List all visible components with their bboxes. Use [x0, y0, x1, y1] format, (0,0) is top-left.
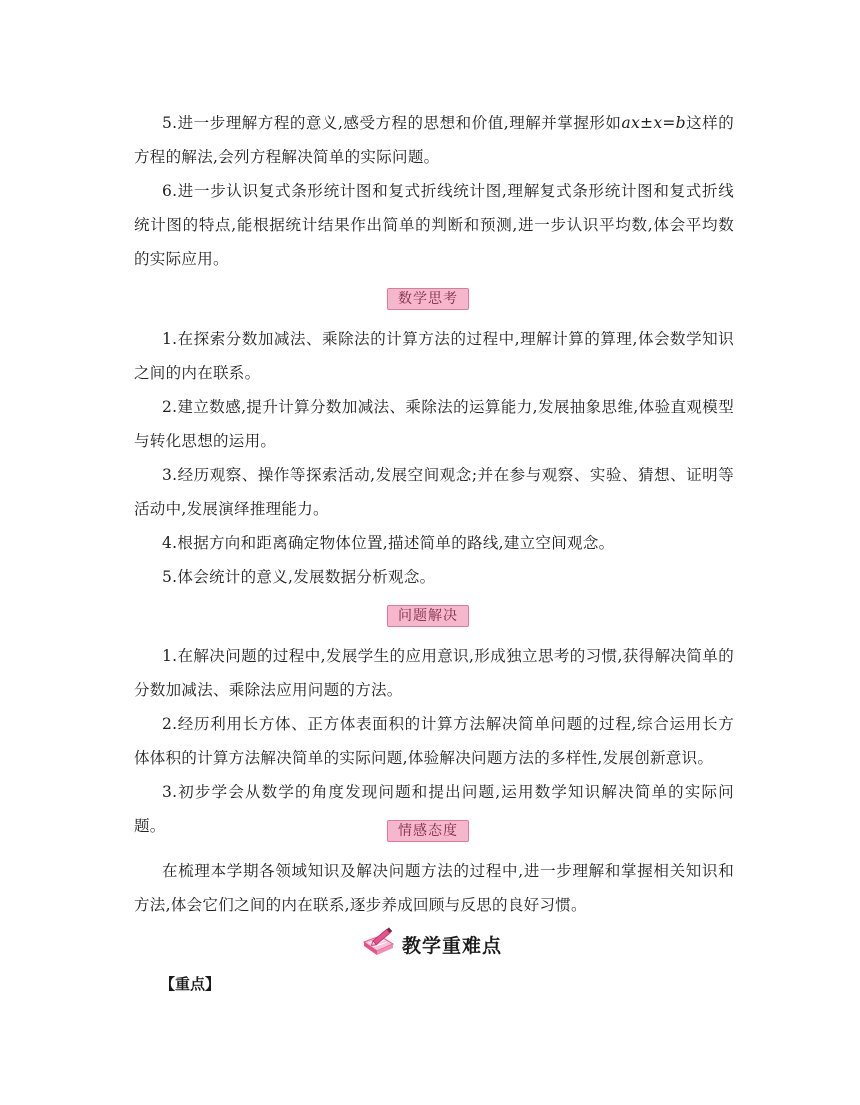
- math-thinking-item-2: 2.建立数感,提升计算分数加减法、乘除法的运算能力,发展抽象思维,体验直观模型与转化思想的运用。: [134, 398, 734, 450]
- goal-5-text-after: 这样的方程的解法,会列方程解决简单的实际问题。: [134, 114, 734, 166]
- goal-5-text-before: 5.进一步理解方程的意义,感受方程的思想和价值,理解并掌握形如: [162, 114, 622, 132]
- math-thinking-item-3: 3.经历观察、操作等探索活动,发展空间观念;并在参与观察、实验、猜想、证明等活动中,发展演绎推理能力。: [134, 466, 734, 518]
- emotion-attitude-paragraph: 在梳理本学期各领域知识及解决问题方法的过程中,进一步理解和掌握相关知识和方法,体会它们之间的内在联系,逐步养成回顾与反思的良好习惯。: [134, 862, 734, 914]
- problem-solving-item-2: 2.经历利用长方体、正方体表面积的计算方法解决简单问题的过程,综合运用长方体体积的计算方法解决简单的实际问题,体验解决问题方法的多样性,发展创新意识。: [134, 715, 734, 767]
- problem-solving-item-3: 3.初步学会从数学的角度发现问题和提出问题,运用数学知识解决简单的实际问题。: [134, 783, 734, 835]
- pencil-notebook-icon: [360, 926, 396, 962]
- equation-form: ax±x=b: [621, 114, 686, 132]
- problem-solving-heading: 问题解决: [387, 605, 469, 627]
- problem-solving-item-1: 1.在解决问题的过程中,发展学生的应用意识,形成独立思考的习惯,获得解决简单的分数加减法、乘除法应用问题的方法。: [134, 647, 734, 699]
- math-thinking-item-1: 1.在探索分数加减法、乘除法的计算方法的过程中,理解计算的算理,体会数学知识之间的内在联系。: [134, 330, 734, 382]
- math-thinking-item-4: 4.根据方向和距离确定物体位置,描述简单的路线,建立空间观念。: [162, 534, 615, 552]
- emotion-attitude-heading: 情感态度: [387, 820, 469, 842]
- focus-label: 【重点】: [160, 975, 221, 993]
- math-thinking-heading: 数学思考: [387, 288, 469, 310]
- math-thinking-item-5: 5.体会统计的意义,发展数据分析观念。: [162, 568, 436, 586]
- goal-paragraph-6: 6.进一步认识复式条形统计图和复式折线统计图,理解复式条形统计图和复式折线统计图的特点,能根据统计结果作出简单的判断和预测,进一步认识平均数,体会平均数的实际应用。: [134, 182, 734, 268]
- key-points-section-title: [360, 928, 502, 960]
- key-points-title: 教学重难点: [402, 934, 503, 957]
- goal-paragraph-5: [134, 106, 734, 174]
